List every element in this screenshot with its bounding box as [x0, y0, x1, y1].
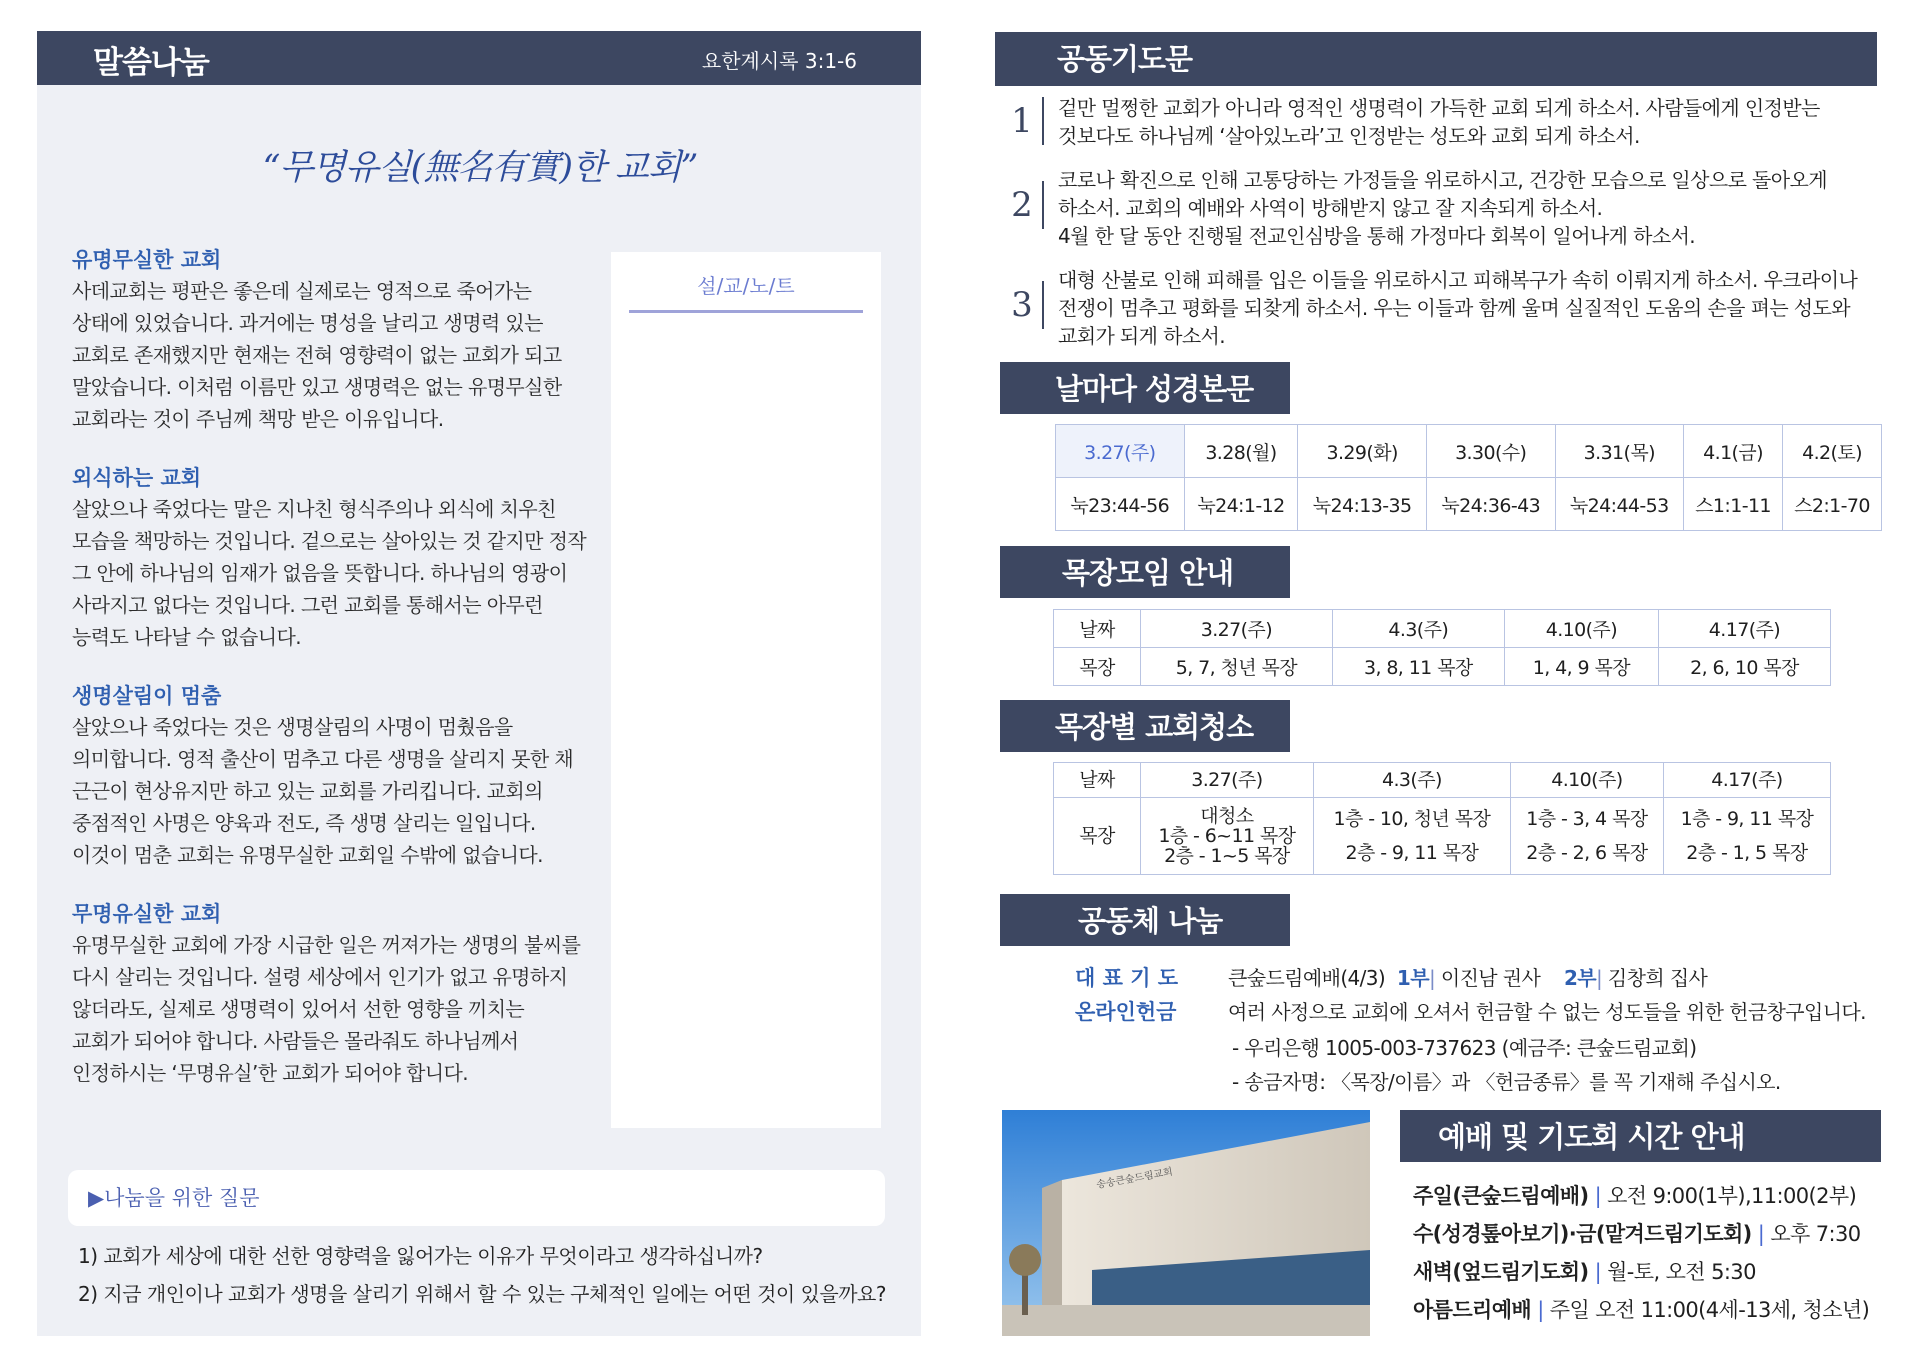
mokjang-group: 1, 4, 9 목장	[1504, 648, 1658, 686]
reading-passages-row	[1056, 478, 1882, 531]
worship-row	[1413, 1218, 1861, 1248]
question-header: ▶나눔을 위한 질문	[88, 1186, 260, 1210]
cleaning-table	[1053, 762, 1831, 875]
cleaning-date: 4.10(주)	[1510, 763, 1663, 798]
prayer-line: 겉만 멀쩡한 교회가 아니라 영적인 생명력이 가득한 교회 되게 하소서. 사람들에게 인정받는	[1058, 96, 1820, 120]
service-name: 주일(큰숲드림예배)	[1413, 1184, 1589, 1208]
mokjang-date: 4.10(주)	[1504, 610, 1658, 648]
section-heading: 유명무실한 교회	[72, 248, 222, 272]
mokjang-header-bar	[1000, 546, 1290, 598]
section-line: 않더라도, 실제로 생명력이 있어서 선한 영향을 끼치는	[72, 997, 525, 1021]
worship-row	[1413, 1256, 1756, 1286]
reading-table	[1055, 424, 1882, 531]
mokjang-group: 5, 7, 청년 목장	[1141, 648, 1333, 686]
separator: |	[1596, 966, 1603, 990]
section-line: 교회로 존재했지만 현재는 전혀 영향력이 없는 교회가 되고	[72, 343, 562, 367]
cleaning-line: 대청소	[1200, 805, 1254, 827]
prayer-line: 전쟁이 멈추고 평화를 되찾게 하소서. 우는 이들과 함께 울며 실질적인 도움의 손을 펴는 성도와	[1058, 296, 1850, 320]
worship-header-bar	[1400, 1110, 1881, 1162]
sermon-header-bar	[37, 31, 921, 85]
sermon-section	[72, 245, 592, 435]
service-time: 월-토, 오전 5:30	[1607, 1260, 1756, 1284]
cleaning-dates-row	[1054, 763, 1831, 798]
section-line: 모습을 책망하는 것입니다. 겉으로는 살아있는 것 같지만 정작	[72, 529, 587, 553]
prayer-item	[1058, 266, 1888, 350]
row-label: 날짜	[1054, 610, 1141, 648]
cleaning-cell	[1663, 798, 1830, 875]
mokjang-group: 3, 8, 11 목장	[1332, 648, 1504, 686]
cleaning-line: 1층 - 6~11 목장	[1158, 825, 1296, 847]
sermon-section	[72, 681, 592, 871]
service-time: 주일 오전 11:00(4세-13세, 청소년)	[1549, 1298, 1870, 1322]
prayer-line: 하소서. 교회의 예배와 사역이 방해받지 않고 잘 지속되게 하소서.	[1058, 196, 1603, 220]
cleaning-line: 2층 - 1, 5 목장	[1686, 842, 1808, 864]
reading-passage: 스2:1-70	[1783, 478, 1882, 531]
cleaning-line: 2층 - 1~5 목장	[1164, 845, 1290, 867]
separator: |	[1594, 1184, 1602, 1208]
question-header-box	[68, 1170, 885, 1226]
section-line: 살았으나 죽었다는 말은 지나친 형식주의나 외식에 치우친	[72, 497, 556, 521]
reading-header-bar	[1000, 362, 1290, 414]
reading-date: 3.30(수)	[1426, 425, 1555, 478]
row-label: 목장	[1054, 648, 1141, 686]
reading-date: 3.28(월)	[1184, 425, 1298, 478]
sermon-section-title: 말씀나눔	[93, 45, 209, 81]
prayer-title: 공동기도문	[1057, 42, 1193, 76]
share-header-bar	[1000, 894, 1290, 946]
section-line: 사데교회는 평판은 좋은데 실제로는 영적으로 죽어가는	[72, 279, 532, 303]
section-line: 능력도 나타날 수 없습니다.	[72, 625, 301, 649]
mokjang-date: 4.17(주)	[1658, 610, 1830, 648]
prayer-line: 교회가 되게 하소서.	[1058, 324, 1226, 348]
worship-row	[1413, 1180, 1856, 1210]
separator: |	[1537, 1298, 1544, 1322]
reading-passage: 눅24:44-53	[1555, 478, 1684, 531]
separator: |	[1594, 1260, 1602, 1284]
prayer-line: 코로나 확진으로 인해 고통당하는 가정들을 위로하시고, 건강한 모습으로 일상으로 돌아오게	[1058, 168, 1827, 192]
church-sign: 송송큰숲드림교회	[1095, 1166, 1174, 1191]
section-heading: 무명유실한 교회	[72, 902, 222, 926]
mokjang-title: 목장모임 안내	[1062, 556, 1234, 590]
prayer-number: 1	[1002, 97, 1044, 145]
notes-divider	[629, 310, 863, 313]
reading-date: 4.1(금)	[1684, 425, 1783, 478]
prayer-item	[1058, 166, 1888, 250]
row-label: 목장	[1054, 798, 1141, 875]
cleaning-line: 1층 - 3, 4 목장	[1526, 808, 1648, 830]
part2-label: 2부	[1563, 966, 1597, 990]
reading-date: 4.2(토)	[1783, 425, 1882, 478]
question-item: 2) 지금 개인이나 교회가 생명을 살리기 위해서 할 수 있는 구체적인 일에는 어떤 것이 있을까요?	[78, 1282, 886, 1306]
sermon-section	[72, 463, 592, 653]
section-line: 그 안에 하나님의 임재가 없음을 뜻합니다. 하나님의 영광이	[72, 561, 568, 585]
mokjang-group: 2, 6, 10 목장	[1658, 648, 1830, 686]
reading-passage: 스1:1-11	[1684, 478, 1783, 531]
section-line: 인정하시는 ‘무명유실’한 교회가 되어야 합니다.	[72, 1061, 468, 1085]
bank-account: - 우리은행 1005-003-737623 (예금주: 큰숲드림교회)	[1232, 1036, 1697, 1060]
service-name: 새벽(엎드림기도회)	[1413, 1260, 1589, 1284]
cleaning-line: 1층 - 10, 청년 목장	[1333, 808, 1491, 830]
prayer-line: 대형 산불로 인해 피해를 입은 이들을 위로하시고 피해복구가 속히 이뤄지게 하소서. 우크라이나	[1058, 268, 1858, 292]
prayer-line: 것보다도 하나님께 ‘살아있노라’고 인정받는 성도와 교회 되게 하소서.	[1058, 124, 1640, 148]
section-line: 사라지고 없다는 것입니다. 그런 교회를 통해서는 아무런	[72, 593, 543, 617]
cleaning-line: 2층 - 2, 6 목장	[1526, 842, 1648, 864]
part1-label: 1부	[1396, 966, 1429, 990]
question-item: 1) 교회가 세상에 대한 선한 영향력을 잃어가는 이유가 무엇이라고 생각하십니까?	[78, 1244, 763, 1268]
section-heading: 생명살림이 멈춤	[72, 684, 222, 708]
reading-dates-row	[1056, 425, 1882, 478]
sermon-title: “무명유실(無名有實)한 교회”	[262, 148, 698, 188]
share-title: 공동체 나눔	[1078, 904, 1223, 938]
section-line: 유명무실한 교회에 가장 시급한 일은 꺼져가는 생명의 불씨를	[72, 933, 581, 957]
cleaning-date: 4.3(주)	[1313, 763, 1510, 798]
cleaning-line: 1층 - 9, 11 목장	[1680, 808, 1814, 830]
mokjang-date: 3.27(주)	[1141, 610, 1333, 648]
sender-note: - 송금자명: 〈목장/이름〉과 〈헌금종류〉를 꼭 기재해 주십시오.	[1232, 1070, 1781, 1094]
prayer-line: 4월 한 달 동안 진행될 전교인심방을 통해 가정마다 회복이 일어나게 하소서.	[1058, 224, 1696, 248]
mokjang-date: 4.3(주)	[1332, 610, 1504, 648]
reading-date: 3.29(화)	[1298, 425, 1427, 478]
section-line: 이것이 멈춘 교회는 유명무실한 교회일 수밖에 없습니다.	[72, 843, 543, 867]
section-line: 상태에 있었습니다. 과거에는 명성을 날리고 생명력 있는	[72, 311, 543, 335]
cleaning-cell	[1141, 798, 1314, 875]
section-line: 말았습니다. 이처럼 이름만 있고 생명력은 없는 유명무실한	[72, 375, 562, 399]
part2-leader: 김창희 집사	[1607, 966, 1708, 990]
cleaning-cell	[1510, 798, 1663, 875]
cleaning-title: 목장별 교회청소	[1055, 710, 1254, 744]
prayer-header-bar	[995, 32, 1877, 86]
reading-title: 날마다 성경본문	[1055, 372, 1254, 406]
reading-passage: 눅24:36-43	[1426, 478, 1555, 531]
cleaning-date: 3.27(주)	[1141, 763, 1314, 798]
reading-passage: 눅24:13-35	[1298, 478, 1427, 531]
online-offering-label: 온라인헌금	[1075, 1000, 1177, 1024]
prayer-item	[1058, 94, 1888, 150]
cleaning-cell	[1313, 798, 1510, 875]
separator: |	[1757, 1222, 1765, 1246]
mokjang-dates-row	[1054, 610, 1831, 648]
offering-description: 여러 사정으로 교회에 오셔서 헌금할 수 없는 성도들을 위한 헌금창구입니다.	[1228, 1000, 1866, 1024]
sermon-body	[72, 245, 592, 1117]
service-name: 수(성경톺아보기)·금(맡겨드림기도회)	[1413, 1222, 1752, 1246]
mokjang-groups-row	[1054, 648, 1831, 686]
scripture-reference: 요한계시록 3:1-6	[701, 49, 857, 73]
prayer-leader-label: 대 표 기 도	[1075, 966, 1179, 990]
mokjang-table	[1053, 609, 1831, 686]
cleaning-date: 4.17(주)	[1663, 763, 1830, 798]
worship-row	[1413, 1294, 1869, 1324]
prayer-number: 2	[1002, 181, 1044, 229]
section-line: 교회가 되어야 합니다. 사람들은 몰라줘도 하나님께서	[72, 1029, 519, 1053]
worship-title: 예배 및 기도회 시간 안내	[1438, 1120, 1745, 1154]
sermon-notes-box[interactable]	[611, 252, 881, 1128]
separator: |	[1428, 966, 1436, 990]
section-line: 교회라는 것이 주님께 책망 받은 이유입니다.	[72, 407, 444, 431]
sermon-section	[72, 899, 592, 1089]
service-name: 아름드리예배	[1413, 1298, 1532, 1322]
section-line: 살았으나 죽었다는 것은 생명살림의 사명이 멈췄음을	[72, 715, 513, 739]
reading-date: 3.27(주)	[1056, 425, 1185, 478]
section-line: 다시 살리는 것입니다. 설령 세상에서 인기가 없고 유명하지	[72, 965, 568, 989]
service-name: 큰숲드림예배(4/3)	[1228, 966, 1386, 990]
church-building-image	[1002, 1110, 1370, 1336]
church-building-photo	[1002, 1110, 1370, 1336]
prayer-number: 3	[1002, 281, 1044, 329]
cleaning-line: 2층 - 9, 11 목장	[1345, 842, 1479, 864]
section-line: 의미합니다. 영적 출산이 멈추고 다른 생명을 살리지 못한 채	[72, 747, 574, 771]
section-line: 중점적인 사명은 양육과 전도, 즉 생명 살리는 일입니다.	[72, 811, 536, 835]
service-time: 오후 7:30	[1770, 1222, 1861, 1246]
part1-leader: 이진남 권사	[1440, 966, 1541, 990]
cleaning-header-bar	[1000, 700, 1290, 752]
service-time: 오전 9:00(1부),11:00(2부)	[1607, 1184, 1857, 1208]
reading-passage: 눅23:44-56	[1056, 478, 1185, 531]
sermon-notes-label: 설/교/노/트	[697, 274, 795, 298]
reading-date: 3.31(목)	[1555, 425, 1684, 478]
reading-passage: 눅24:1-12	[1184, 478, 1298, 531]
row-label: 날짜	[1054, 763, 1141, 798]
prayer-leaders	[1228, 962, 1707, 991]
section-line: 근근이 현상유지만 하고 있는 교회를 가리킵니다. 교회의	[72, 779, 543, 803]
cleaning-groups-row	[1054, 798, 1831, 875]
section-heading: 외식하는 교회	[72, 466, 202, 490]
